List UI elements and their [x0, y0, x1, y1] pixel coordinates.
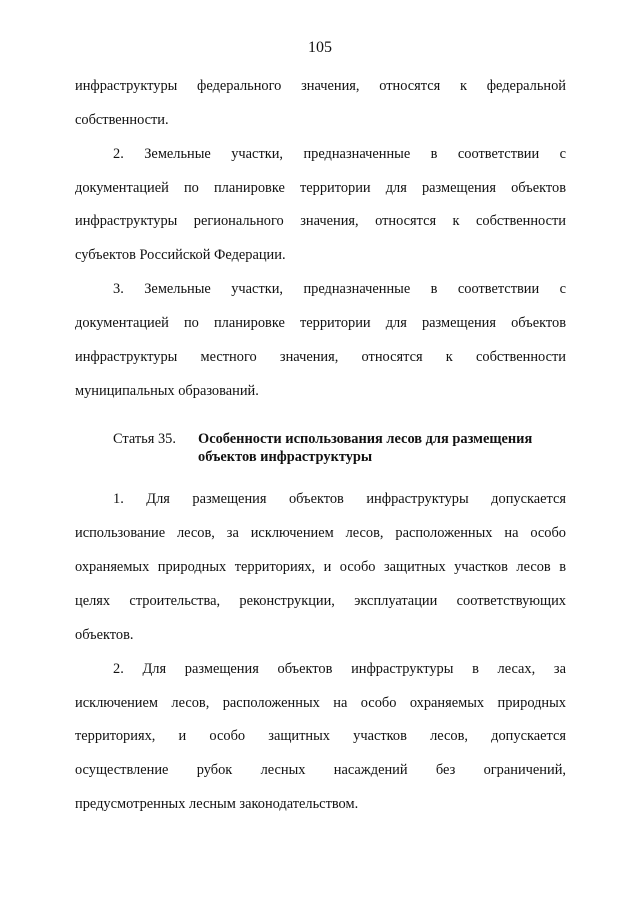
- text-line: 3. Земельные участки, предназначенные в соответствии с: [113, 281, 566, 297]
- text-line: инфраструктуры регионального значения, относятся к собственности: [75, 213, 566, 229]
- text-line: охраняемых природных территориях, и особо защитных участков лесов в: [75, 559, 566, 575]
- text-line: субъектов Российской Федерации.: [75, 247, 286, 263]
- text-line: предусмотренных лесным законодательством.: [75, 796, 359, 812]
- article-title-line: Особенности использования лесов для размещения: [198, 431, 533, 447]
- text-line: 2. Земельные участки, предназначенные в соответствии с: [113, 146, 566, 162]
- text-line: инфраструктуры местного значения, относятся к собственности: [75, 349, 566, 365]
- text-line: осуществление рубок лесных насаждений без ограничений,: [75, 762, 566, 778]
- text-line: муниципальных образований.: [75, 383, 259, 399]
- text-line: собственности.: [75, 112, 169, 128]
- text-line: 1. Для размещения объектов инфраструктуры допускается: [113, 491, 566, 507]
- text-line: 2. Для размещения объектов инфраструктуры в лесах, за: [113, 661, 566, 677]
- text-line: инфраструктуры федерального значения, относятся к федеральной: [75, 78, 566, 94]
- text-line: документацией по планировке территории для размещения объектов: [75, 180, 566, 196]
- text-line: документацией по планировке территории для размещения объектов: [75, 315, 566, 331]
- text-line: использование лесов, за исключением лесов, расположенных на особо: [75, 525, 566, 541]
- article-title: [198, 430, 532, 466]
- article-title-line: объектов инфраструктуры: [198, 449, 373, 465]
- text-line: территориях, и особо защитных участков лесов, допускается: [75, 728, 566, 744]
- page-number: 105: [308, 39, 332, 56]
- article-label: Статья 35.: [113, 431, 176, 447]
- text-line: объектов.: [75, 627, 134, 643]
- text-line: целях строительства, реконструкции, эксплуатации соответствующих: [75, 593, 566, 609]
- text-line: исключением лесов, расположенных на особо охраняемых природных: [75, 695, 566, 711]
